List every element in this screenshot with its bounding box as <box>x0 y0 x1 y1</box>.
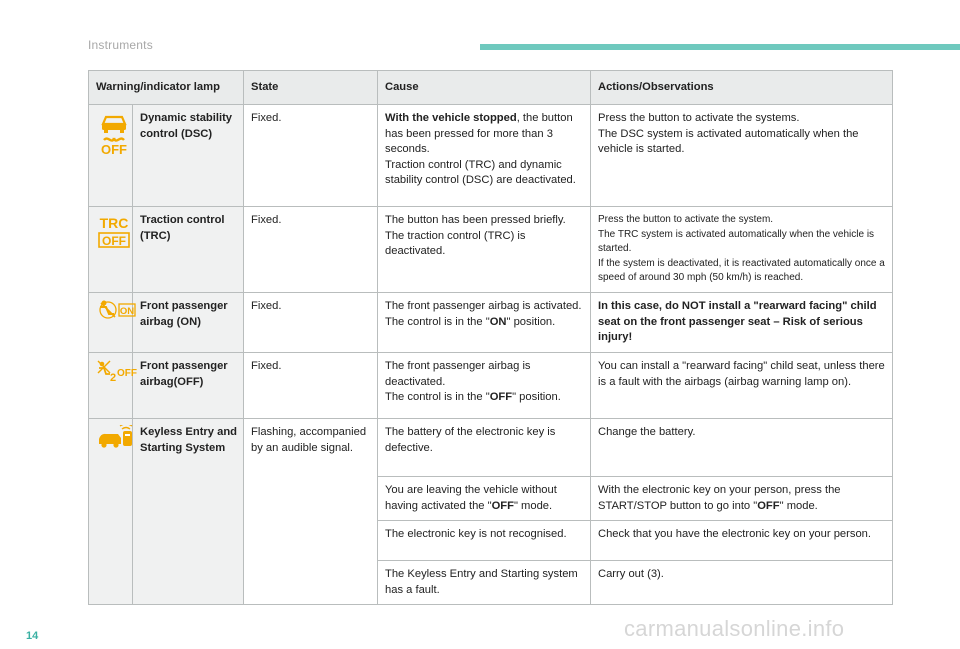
action-text: The DSC system is activated automatically when the vehicle is started. <box>598 127 859 155</box>
lamp-icon-cell <box>89 293 133 353</box>
lamp-name: Dynamic stability control (DSC) <box>133 105 244 207</box>
lamp-state: Fixed. <box>244 105 378 207</box>
cause-text: The control is in the " <box>385 315 490 328</box>
svg-text:ON: ON <box>119 306 135 317</box>
svg-text:OFF: OFF <box>117 368 137 379</box>
cause-text: " position. <box>506 315 556 328</box>
section-title: Instruments <box>88 38 153 52</box>
action-warning: " child seat on the front passenger seat – Risk of serious injury! <box>598 300 877 343</box>
lamp-name: Traction control (TRC) <box>133 207 244 293</box>
lamp-cause: The Keyless Entry and Starting system has a fault. <box>378 561 591 605</box>
lamp-state: Fixed. <box>244 353 378 419</box>
trc-off-icon <box>96 213 132 255</box>
lamp-icon-cell <box>89 207 133 293</box>
lamp-action: Check that you have the electronic key on your person. <box>591 521 893 561</box>
cause-text: , the button has been pressed for more than 3 seconds. <box>385 112 573 155</box>
lamp-cause <box>378 353 591 419</box>
table-header-row <box>89 71 893 105</box>
cause-emphasis: OFF <box>491 499 514 512</box>
cause-text: The control is in the " <box>385 391 490 403</box>
keyless-key-icon <box>96 425 136 455</box>
action-text: Press the button to activate the systems. <box>598 112 800 124</box>
cause-emphasis: With the vehicle stopped <box>385 112 517 124</box>
lamp-icon-cell <box>89 105 133 207</box>
table-row-keyless <box>89 419 893 477</box>
lamp-action <box>591 105 893 207</box>
svg-text:TRC: TRC <box>99 215 129 231</box>
action-warning: rearward facing <box>758 300 843 312</box>
svg-text:2: 2 <box>109 372 117 383</box>
page-number: 14 <box>26 630 39 642</box>
action-text: " mode. <box>779 499 818 512</box>
cause-emphasis: OFF <box>489 391 513 403</box>
lamp-action <box>591 477 893 521</box>
lamp-icon-cell <box>89 419 133 605</box>
table-row-trc <box>89 207 893 293</box>
lamp-name: Front passenger airbag (ON) <box>133 293 244 353</box>
lamp-name: Front passenger airbag(OFF) <box>133 353 244 419</box>
lamp-action <box>591 293 893 353</box>
lamp-action <box>591 207 893 293</box>
passenger-airbag-off-icon <box>96 359 138 389</box>
svg-text:OFF: OFF <box>102 234 126 248</box>
cause-emphasis: ON <box>489 315 507 328</box>
action-warning: In this case, do NOT install a " <box>598 300 759 312</box>
lamp-action: You can install a "rearward facing" child seat, unless there is a fault with the airbags (airbag warning lamp on). <box>591 353 893 419</box>
lamp-name: Keyless Entry and Starting System <box>133 419 244 605</box>
lamp-state: Flashing, accompanied by an audible signal. <box>244 419 378 605</box>
action-text: If the system is deactivated, it is reactivated automatically once a speed of around 30 mph (50 km/h) is reached. <box>598 257 885 284</box>
warning-lamps-table <box>88 70 893 605</box>
cause-text: The traction control (TRC) is deactivated. <box>385 229 526 257</box>
action-emphasis: OFF <box>757 499 780 512</box>
lamp-cause: The electronic key is not recognised. <box>378 521 591 561</box>
cause-text: The front passenger airbag is deactivated. <box>385 360 531 388</box>
lamp-action: Carry out (3). <box>591 561 893 605</box>
cause-text: Traction control (TRC) and dynamic stability control (DSC) are deactivated. <box>385 158 576 186</box>
lamp-cause <box>378 105 591 207</box>
lamp-icon-cell <box>89 353 137 419</box>
lamp-action: Change the battery. <box>591 419 893 477</box>
svg-text:OFF: OFF <box>101 142 127 155</box>
lamp-state: Fixed. <box>244 207 378 293</box>
cause-text: The button has been pressed briefly. <box>385 214 566 226</box>
lamp-state: Fixed. <box>244 293 378 353</box>
col-header-cause: Cause <box>378 71 591 105</box>
dsc-off-icon <box>96 111 132 161</box>
cause-text: " mode. <box>513 499 553 512</box>
lamp-cause <box>378 477 591 521</box>
table-row-airbag-off <box>89 353 893 419</box>
table-row-dsc <box>89 105 893 207</box>
header-accent-bar <box>480 44 960 50</box>
col-header-lamp: Warning/indicator lamp <box>89 71 244 105</box>
passenger-airbag-on-icon <box>96 299 136 327</box>
action-text: Press the button to activate the system. <box>598 214 774 225</box>
table-row-airbag-on <box>89 293 893 353</box>
action-text: With the electronic key on your person, press the START/STOP button to go into " <box>598 484 841 512</box>
cause-text: You are leaving the vehicle without having activated the " <box>385 484 557 512</box>
cause-text: The front passenger airbag is activated. <box>385 300 582 312</box>
col-header-state: State <box>244 71 378 105</box>
action-text: The TRC system is activated automatically when the vehicle is started. <box>598 228 875 255</box>
lamp-cause <box>378 293 591 353</box>
cause-text: " position. <box>512 391 561 403</box>
lamp-cause <box>378 207 591 293</box>
lamp-cause: The battery of the electronic key is defective. <box>378 419 591 477</box>
watermark: carmanualsonline.info <box>624 616 845 641</box>
col-header-actions: Actions/Observations <box>591 71 893 105</box>
